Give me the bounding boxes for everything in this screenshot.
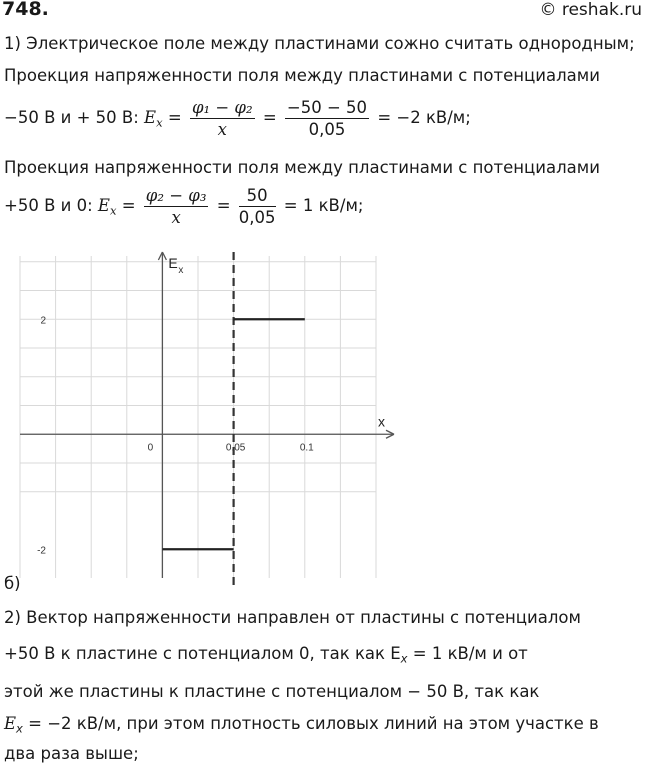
para2-line-5: два раза выше; (4, 744, 139, 763)
eq2-numerator-1: φ₂ − φ₃ (145, 186, 207, 205)
site-watermark: © reshak.ru (539, 0, 642, 20)
text-line-1: 1) Электрическое поле между пластинами сожно считать однородным; (4, 34, 635, 53)
y-axis-label: E (168, 255, 178, 271)
eq1-denominator-2: 0,05 (308, 120, 346, 139)
y-tick-label: 2 (40, 315, 46, 327)
problem-number: 748. (2, 0, 49, 20)
para2-line-3: этой же пластины к пластине с потенциалом − 50 В, так как (4, 682, 540, 701)
chart-axes (20, 252, 394, 578)
text-line-4: Проекция напряженности поля между пластинами с потенциалами (4, 158, 600, 177)
eq2-denominator-1: x (171, 208, 181, 227)
eq2-fraction-2 (239, 186, 276, 227)
x-tick-label: 0.1 (299, 442, 314, 454)
label-b: б) (4, 574, 21, 593)
eq2-result: = 1 кВ/м; (283, 196, 364, 215)
y-tick-label: -2 (37, 545, 46, 557)
equation-1: −50 В и + 50 В: $E_x$ = $\frac{\text{φ₁ − φ₂}}{x}$ = $\frac{-50 - 50}{0,05}$ = −2 кВ/м; (4, 98, 471, 139)
eq2-prefix: +50 В и 0: (4, 196, 93, 215)
chart-grid (20, 256, 376, 578)
eq1-result: = −2 кВ/м; (377, 108, 471, 127)
para2-line-1: 2) Вектор напряженности направлен от пластины с потенциалом (4, 608, 581, 627)
eq2-denominator-2: 0,05 (238, 208, 276, 227)
equation-2: +50 В и 0: $E_x$ = $\frac{\text{φ₂ − φ₃}}{x}$ = $\frac{50}{0,05}$ = 1 кВ/м; (4, 186, 364, 227)
eq1-numerator-1: φ₁ − φ₂ (191, 98, 253, 117)
eq2-numerator-2: 50 (239, 186, 276, 207)
field-graph (0, 248, 400, 588)
para2-line-4: $E_x = -2$ кВ/м, при этом плотность силовых линий на этом участке в (4, 714, 599, 736)
para2-line-2: +50 В к пластине с потенциалом 0, так как $E_x = 1$ кВ/м и от (4, 644, 528, 666)
page-header (0, 0, 646, 24)
eq1-fraction-2 (285, 98, 369, 139)
eq2-lhs: $E_x$ (97, 196, 117, 218)
eq2-fraction-1 (144, 186, 209, 227)
y-axis-label-subscript: x (178, 265, 184, 276)
x-tick-label: 0 (147, 442, 154, 454)
text-line-2: Проекция напряженности поля между пластинами с потенциалами (4, 66, 600, 85)
eq1-denominator-1: x (217, 120, 227, 139)
eq1-lhs: $E_x$ (144, 108, 163, 130)
eq1-prefix: −50 В и + 50 В: (4, 108, 139, 127)
eq1-numerator-2: −50 − 50 (286, 98, 368, 117)
eq1-fraction-1 (190, 98, 255, 139)
x-axis-label: x (378, 413, 385, 430)
x-tick-label: 0.05 (225, 442, 246, 454)
